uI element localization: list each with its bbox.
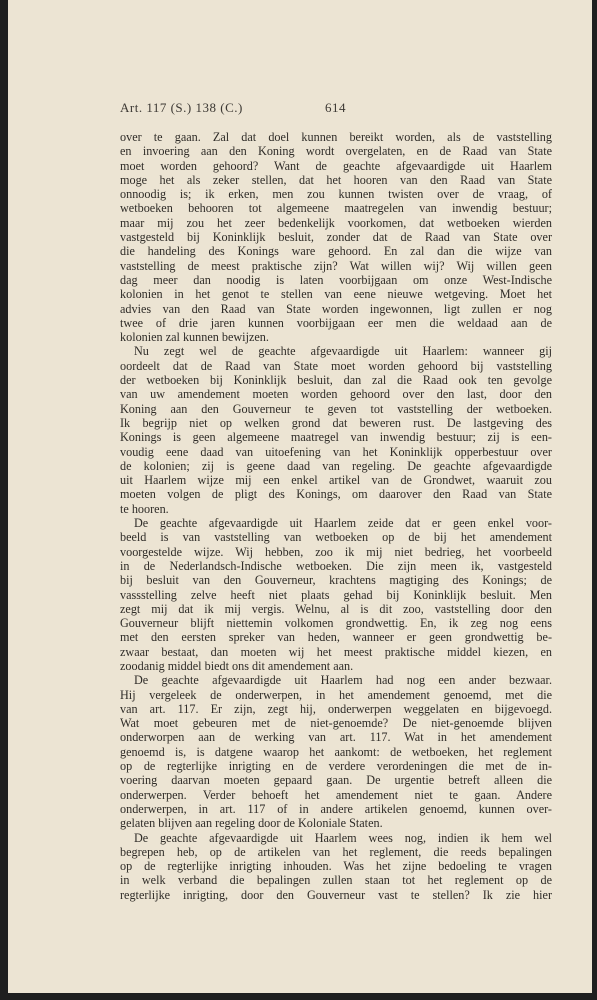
text-line: gelaten blijven aan regeling door de Koloniale Staten. [120,816,383,831]
text-line: wetboeken behooren tot algemeene maatregelen van inwendig bestuur; [120,201,552,216]
text-line: uit Haarlem wijze mij een enkel artikel van de Grondwet, waaruit zou [120,473,552,488]
text-line: zoodanig middel biedt ons dit amendement aan. [120,658,354,673]
text-line: dag meer dan noodig is laten voorbijgaan om onze West-Indische [120,272,552,287]
text-line: met den eersten spreker van heden, wanneer er geen grondwettig be- [120,630,552,645]
text-line: maar mij zou het zeer bedenkelijk voorkomen, dat wetboeken wierden [120,215,552,230]
text-line: twee of drie jaren kunnen voorbijgaan eer men die weldaad aan de [120,315,552,330]
text-line: voorgestelde wijze. Wij hebben, zoo ik mij niet bedrieg, het voorbeeld [120,544,552,559]
text-line: Wat moet gebeuren met de niet-genoemde? De niet-genoemde blijven [120,716,552,731]
text-line: en invoering aan den Koning wordt overgelaten, en de Raad van State [120,144,552,159]
text-line: De geachte afgevaardigde uit Haarlem had nog een ander bezwaar. [134,673,552,688]
text-line: vassstelling zelve heeft niet plaats gehad bij Koninklijk besluit. Men [120,587,552,602]
text-line: over te gaan. Zal dat doel kunnen bereikt worden, als de vaststelling [120,130,552,144]
text-line: voering daarvan moeten gepaard gaan. De urgentie betreft alleen die [120,773,552,788]
text-line: Nu zegt wel de geachte afgevaardigde uit Haarlem: wanneer gij [134,344,552,359]
text-line: op de regterlijke inrigting en de verdere verordeningen die met de in- [120,759,552,774]
text-line: moeten volgen de pligt des Konings, om daarover den Raad van State [120,487,552,502]
text-line: kolonien zal kunnen bewijzen. [120,330,269,345]
text-line: Hij vergeleek de onderwerpen, in het amendement genoemd, met die [120,687,552,702]
header-article-reference: Art. 117 (S.) 138 (C.) [120,100,243,115]
text-line: onderwerpen. Verder behoeft het amendement niet te gaan. Andere [120,787,552,802]
text-line: kolonien in het genot te stellen van eene nieuwe wetgeving. Moet het [120,287,552,302]
text-line: voudig eene daad van uitoefening van het Koninklijk opperbestuur over [120,444,552,459]
text-line: bij besluit van den Gouverneur, krachtens magtiging des Konings; de [120,573,552,588]
text-line: moet worden gehoord? Want de geachte afgevaardigde uit Haarlem [120,158,552,173]
book-page [8,0,592,993]
text-line: advies van den Raad van State worden ingewonnen, ligt zullen er nog [120,301,552,316]
text-line: onderworpen aan de werking van art. 117. Wat in het amendement [120,730,552,745]
text-line: beeld is van vaststelling van wetboeken op de bij het amendement [120,530,552,545]
paragraph [120,831,552,902]
text-line: van uw amendement moeten worden gehoord over den last, door den [120,387,552,402]
text-line: Konings is geen algemeene maatregel van inwendig bestuur; zij is een- [120,430,552,445]
text-line: Ik begrijp niet op welken grond dat beweren rust. De lastgeving des [120,415,552,430]
text-line: der wetboeken bij Koninklijk besluit, dan zal die Raad ook ten gevolge [120,373,552,388]
paragraph [120,130,552,344]
text-line: de kolonien; zij is geene daad van regeling. De geachte afgevaardigde [120,458,552,473]
text-line: zwaar bestaat, dan moeten wij het meest praktische middel kiezen, en [120,644,552,659]
paragraph [120,673,552,830]
text-line: zegt mij dat ik mij vergis. Welnu, al is dit zoo, vaststelling door den [120,601,552,616]
paragraph [120,344,552,516]
text-line: in de Nederlandsch-Indische wetboeken. Die zijn meen ik, vastgesteld [120,558,552,573]
text-line: vaststelling de meest praktische zijn? Wat willen wij? Wij willen geen [120,258,552,273]
text-line: oordeelt dat de Raad van State moet worden gehoord bij vaststelling [120,358,552,373]
text-line: De geachte afgevaardigde uit Haarlem wees nog, indien ik hem wel [134,830,552,845]
body-text [120,130,552,902]
paragraph [120,516,552,673]
text-line: in welk verband die bepalingen zullen staan tot het reglement op de [120,873,552,888]
text-line: Gouverneur blijft niettemin volkomen grondwettig. En, ik zeg nog eens [120,616,552,631]
text-line: die handeling des Konings ware gehoord. En zal dan die wijze van [120,244,552,259]
page-number: 614 [325,100,346,115]
text-line: Koning aan den Gouverneur te geven tot vaststelling der wetboeken. [120,401,552,416]
text-line: begrepen heb, op de artikelen van het reglement, die reeds bepalingen [120,844,552,859]
text-line: moge het als zeker stellen, dat het hooren van den Raad van State [120,172,552,187]
text-line: onnoodig is; ik erken, men zou kunnen twisten over de vraag, of [120,187,552,202]
text-line: te hooren. [120,501,169,516]
text-line: regterlijke inrigting, door den Gouverneur vast te stellen? Ik zie hier [120,887,552,902]
text-line: van art. 117. Er zijn, zegt hij, onderwerpen weggelaten en bijgevoegd. [120,701,552,716]
text-line: genoemd is, is datgene waarop het aankomt: de wetboeken, het reglement [120,744,552,759]
text-line: De geachte afgevaardigde uit Haarlem zeide dat er geen enkel voor- [134,516,552,531]
text-line: onderwerpen, in art. 117 of in andere artikelen genoemd, kunnen over- [120,801,552,816]
text-line: op de regterlijke inrigting inhouden. Was het zijne bedoeling te vragen [120,859,552,874]
text-line: vastgesteld bij Koninklijk besluit, zonder dat de Raad van State over [120,230,552,245]
